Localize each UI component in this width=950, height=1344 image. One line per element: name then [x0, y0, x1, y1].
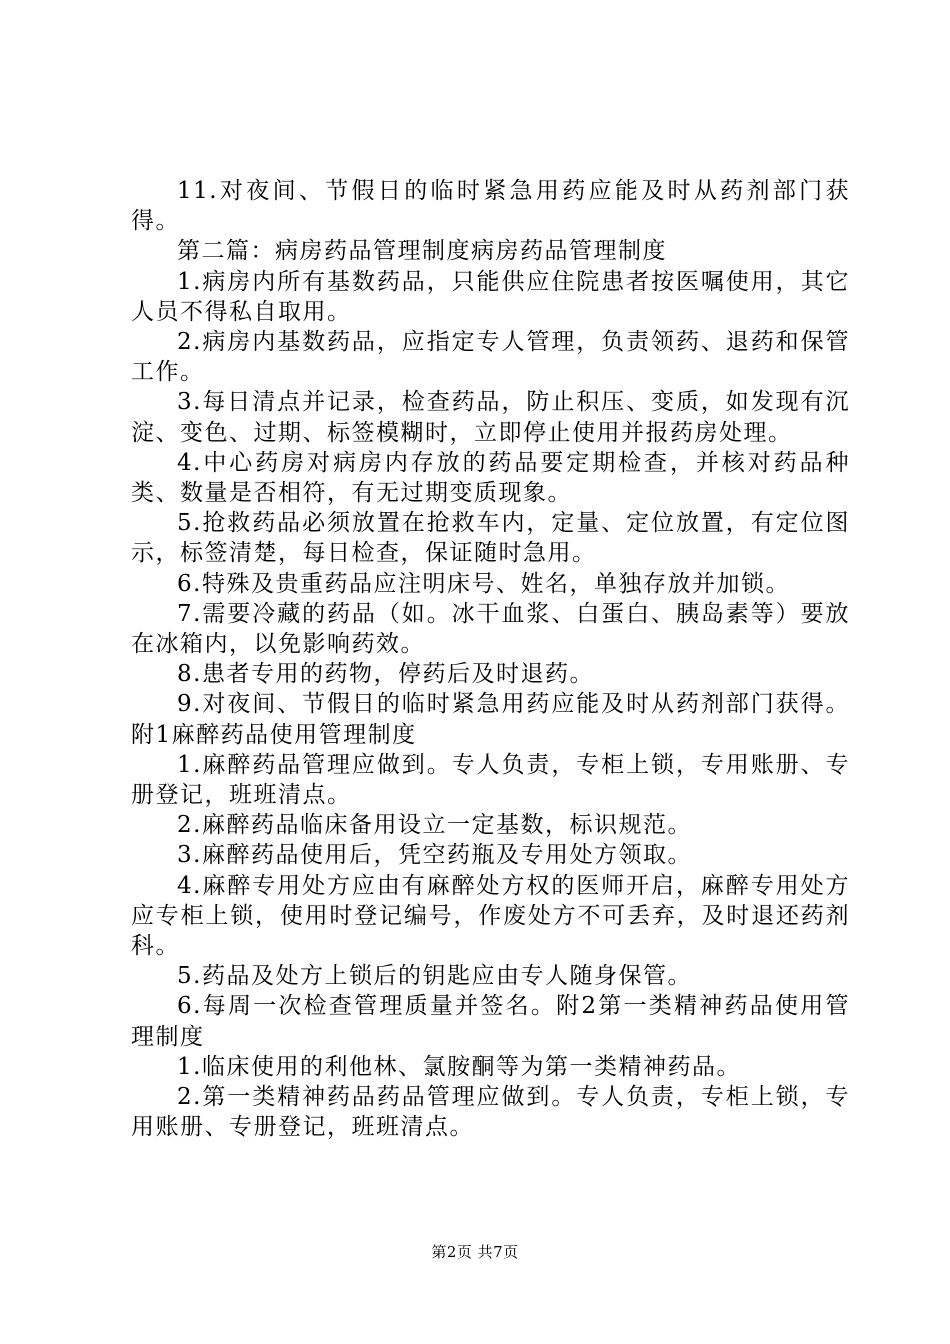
paragraph-ward-rule-4: 4.中心药房对病房内存放的药品要定期检查，并核对药品种类、数量是否相符，有无过期变质现象。 — [131, 449, 850, 507]
paragraph-ward-rule-5: 5.抢救药品必须放置在抢救车内，定量、定位放置，有定位图示，标签清楚，每日检查，保证随时急用。 — [131, 510, 850, 567]
paragraph-ward-rule-6: 6.特殊及贵重药品应注明床号、姓名，单独存放并加锁。 — [177, 570, 790, 597]
document-body — [131, 176, 850, 1143]
paragraph-ward-rule-2: 2.病房内基数药品，应指定专人管理，负责领药、退药和保管工作。 — [131, 329, 850, 386]
paragraph-anesthetic-rule-4: 4.麻醉专用处方应由有麻醉处方权的医师开启，麻醉专用处方应专柜上锁，使用时登记编号，作废处方不可丢弃，及时退还药剂科。 — [131, 872, 850, 960]
paragraph-ward-rule-3: 3.每日清点并记录，检查药品，防止积压、变质，如发现有沉淀、变色、过期、标签模糊时，立即停止使用并报药房处理。 — [131, 389, 850, 446]
page-number-footer: 第2页 共7页 — [431, 1243, 519, 1261]
paragraph-ward-rule-1: 1.病房内所有基数药品，只能供应住院患者按医嘱使用，其它人员不得私自取用。 — [131, 268, 850, 325]
paragraph-ward-rule-7: 7.需要冷藏的药品（如。冰干血浆、白蛋白、胰岛素等）要放在冰箱内，以免影响药效。 — [131, 600, 850, 658]
section-heading-ward-drug-management: 第二篇：病房药品管理制度病房药品管理制度 — [177, 238, 667, 265]
paragraph-ward-rule-9: 9.对夜间、节假日的临时紧急用药应能及时从药剂部门获得。附1麻醉药品使用管理制度 — [131, 691, 850, 748]
paragraph-psychotropic-rule-1: 1.临床使用的利他林、氯胺酮等为第一类精神药品。 — [177, 1053, 741, 1080]
paragraph-anesthetic-rule-2: 2.麻醉药品临床备用设立一定基数，标识规范。 — [177, 812, 692, 839]
paragraph-anesthetic-rule-6: 6.每周一次检查管理质量并签名。附2第一类精神药品使用管理制度 — [131, 993, 850, 1050]
paragraph-ward-rule-8: 8.患者专用的药物，停药后及时退药。 — [177, 661, 594, 688]
paragraph-anesthetic-rule-1: 1.麻醉药品管理应做到。专人负责，专柜上锁，专用账册、专册登记，班班清点。 — [131, 751, 850, 809]
paragraph-psychotropic-rule-2: 2.第一类精神药品药品管理应做到。专人负责，专柜上锁，专用账册、专册登记，班班清点。 — [131, 1084, 850, 1141]
paragraph-anesthetic-rule-3: 3.麻醉药品使用后，凭空药瓶及专用处方领取。 — [177, 842, 692, 869]
paragraph-anesthetic-rule-5: 5.药品及处方上锁后的钥匙应由专人随身保管。 — [177, 963, 692, 990]
paragraph-11-night-holiday-emergency: 11.对夜间、节假日的临时紧急用药应能及时从药剂部门获得。 — [131, 178, 850, 235]
